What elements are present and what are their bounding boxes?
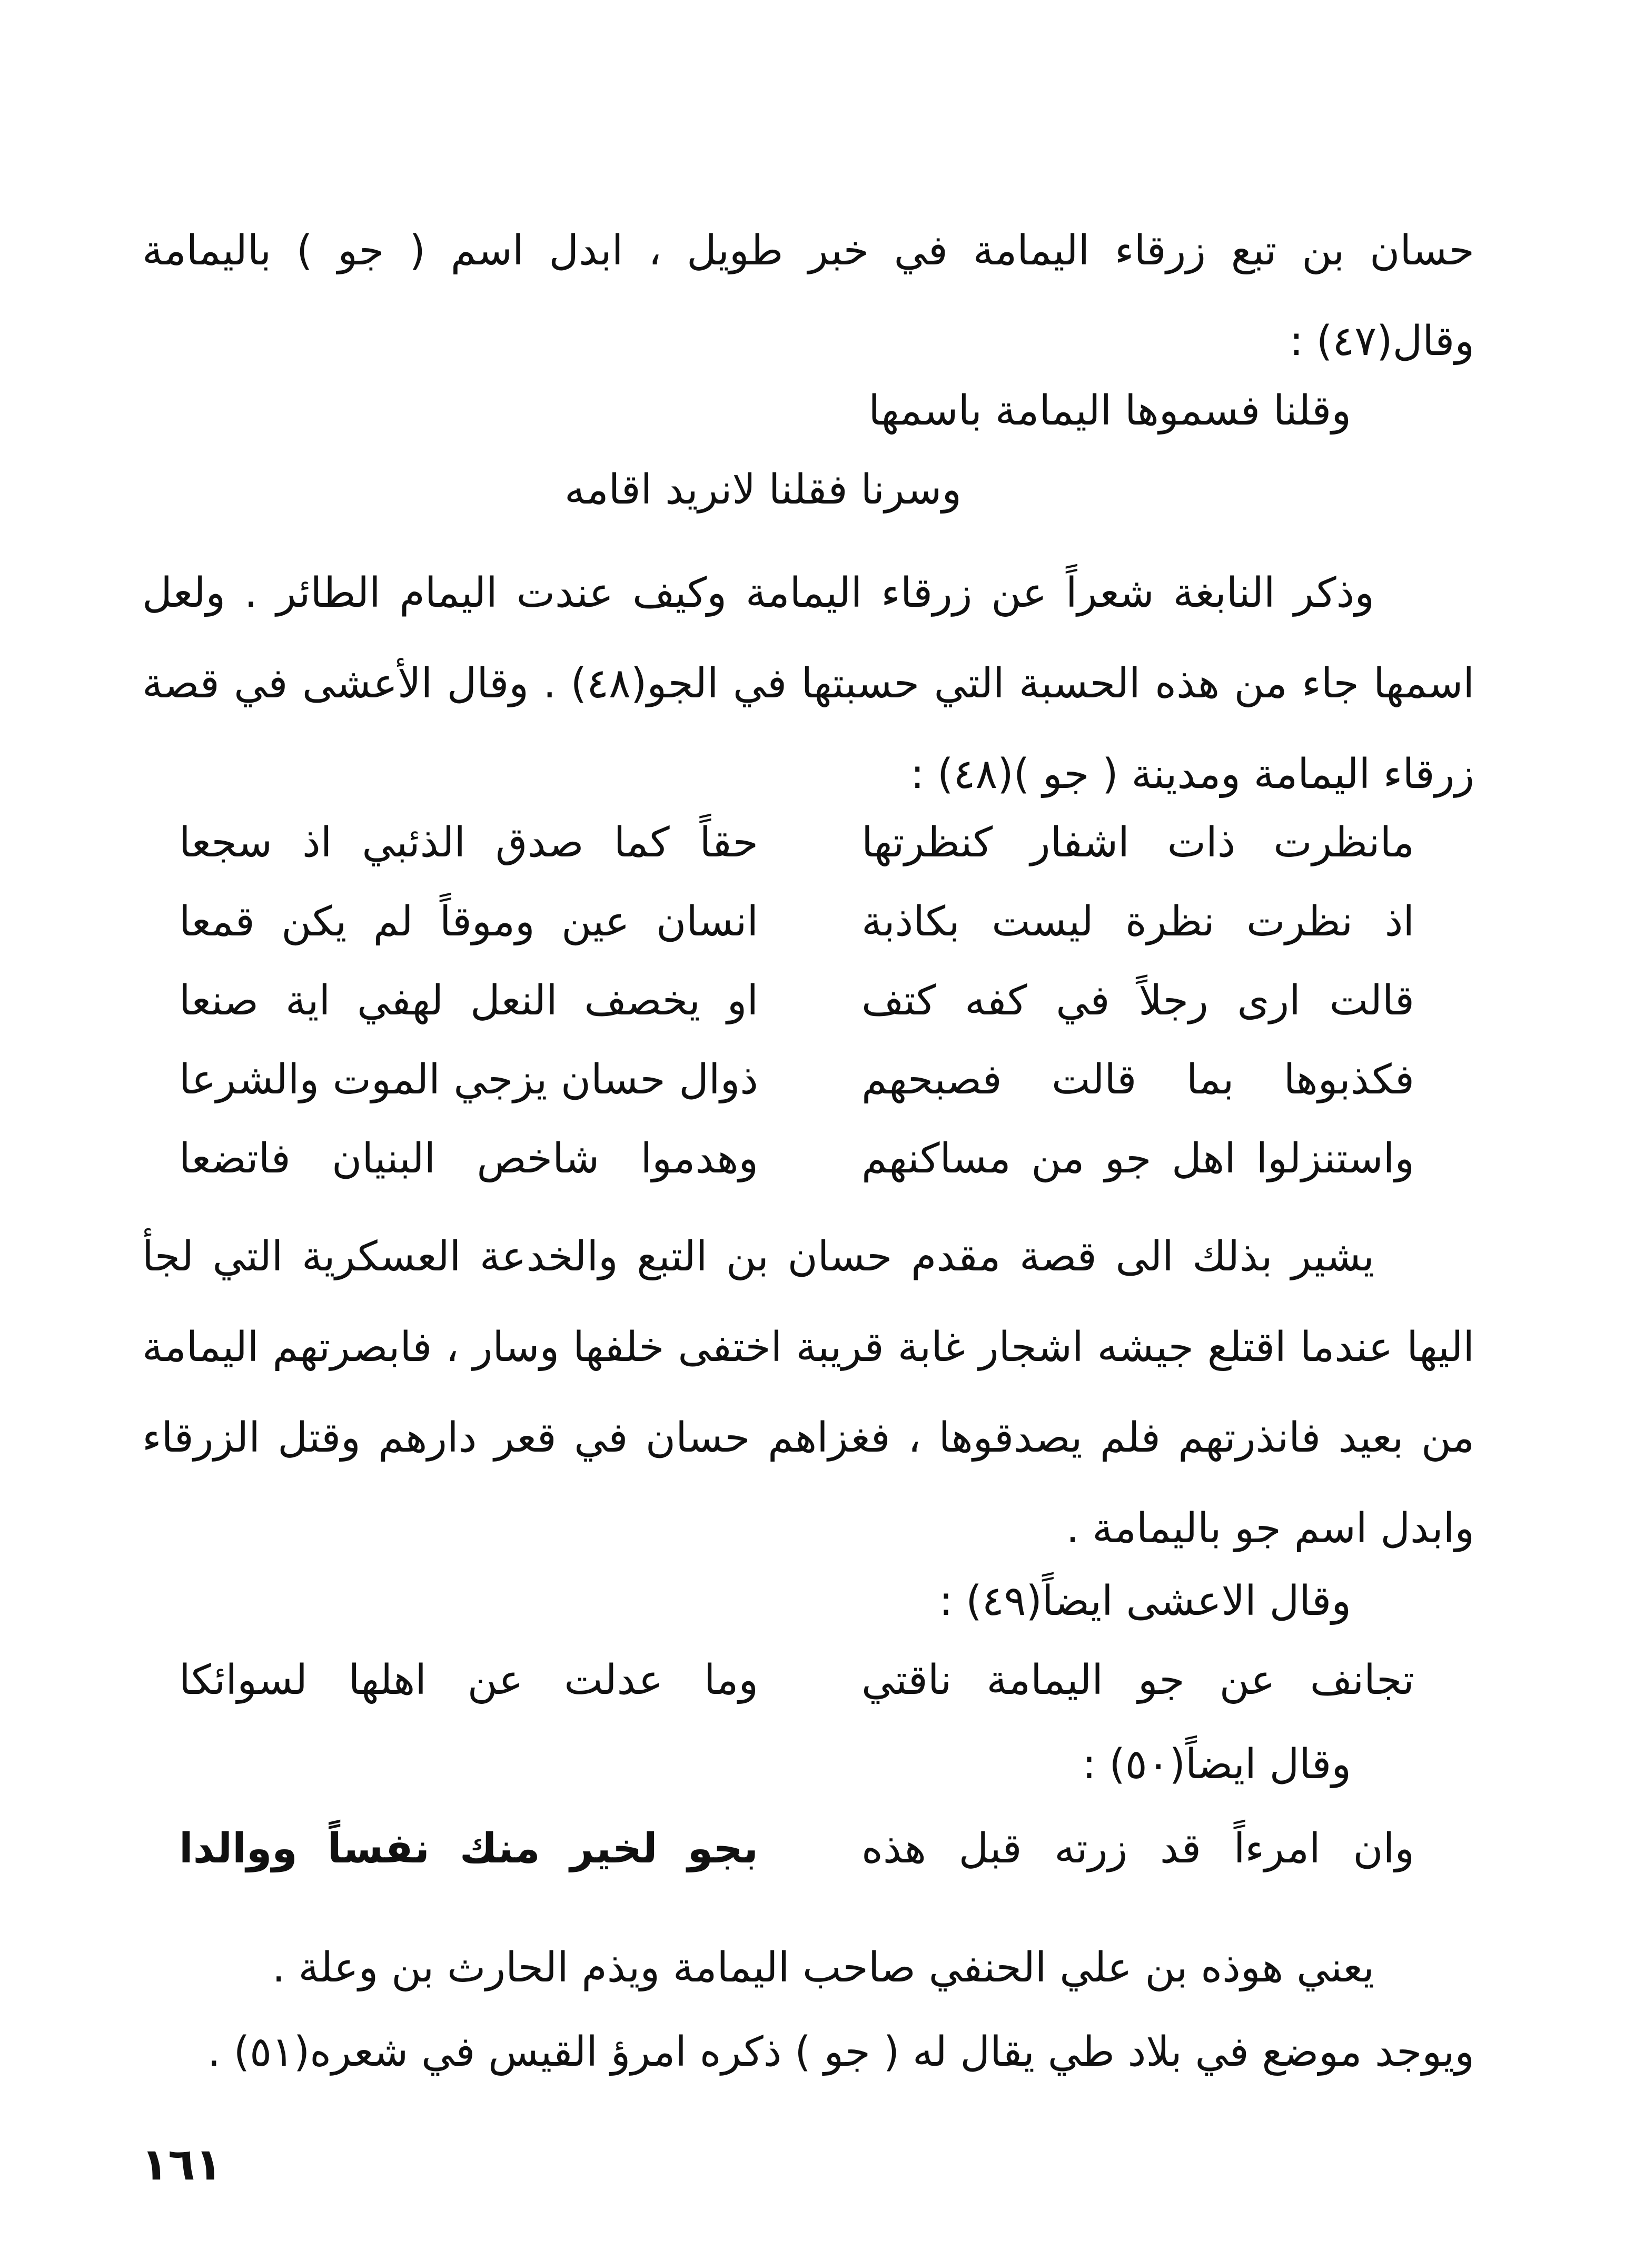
poem-verse (0, 1127, 1625, 1190)
poem-verse (0, 969, 1625, 1032)
verse-first-hemistich: قالت ارى رجلاً في كفه كتف (861, 977, 1414, 1024)
paragraph-nabigha: وذكر النابغة شعراً عن زرقاء اليمامة وكيف عندت اليمام الطائر . ولعل اسمها جاء من هذه الحسبة التي حسبتها في الجو(٤٨) . وقال الأعشى في قصة زرقاء اليمامة ومدينة ( جو )(٤٨) : (142, 569, 1475, 798)
verse-first-hemistich: فكذبوها بما قالت فصبحهم (861, 1056, 1414, 1103)
paragraph-hawdha: يعني هوذه بن علي الحنفي صاحب اليمامة ويذم الحارث بن وعلة . (272, 1944, 1374, 1991)
poem-verse (0, 890, 1625, 953)
paragraph-explanation: يشير بذلك الى قصة مقدم حسان بن التبع والخدعة العسكرية التي لجأ اليها عندما اقتلع جيشه اشجار غابة قريبة اختفى خلفها وسار ، فابصرتهم اليمامة من بعيد فانذرتهم فلم يصدقوها ، فغزاهم حسان في قعر دارهم وقتل الزرقاء وابدل اسم جو باليمامة . (142, 1233, 1474, 1552)
paragraph-intro: حسان بن تبع زرقاء اليمامة في خبر طويل ، ابدل اسم ( جو ) باليمامة وقال(٤٧) : (142, 227, 1474, 365)
poem-verse (0, 811, 1625, 874)
verse-line: وسرنا فقلنا لانريد اقامه (564, 466, 962, 514)
poem-verse (0, 1649, 1625, 1712)
verse-second-hemistich: وما عدلت عن اهلها لسوائكا (179, 1656, 758, 1704)
verse-first-hemistich: واستنزلوا اهل جو من مساكنهم (861, 1135, 1414, 1182)
verse-second-hemistich: حقاً كما صدق الذئبي اذ سجعا (179, 819, 758, 866)
poem-verse (0, 1048, 1625, 1111)
paragraph-imru-al-qais: ويوجد موضع في بلاد طي يقال له ( جو ) ذكره امرؤ القيس في شعره(٥١) . (207, 2028, 1474, 2076)
verse-first-hemistich: وان امرءاً قد زرته قبل هذه (861, 1825, 1414, 1872)
verse-first-hemistich: تجانف عن جو اليمامة ناقتي (861, 1656, 1414, 1704)
paragraph-intro-verse: وقال ايضاً(٥٠) : (1082, 1741, 1351, 1788)
verse-second-hemistich: بجو لخير منك نفساً ووالدا (179, 1825, 758, 1872)
page-number: ١٦١ (141, 2138, 222, 2190)
paragraph-intro-verse: وقال الاعشى ايضاً(٤٩) : (939, 1577, 1351, 1625)
poem-verse (0, 1817, 1625, 1880)
verse-first-hemistich: مانظرت ذات اشفار كنظرتها (861, 819, 1414, 866)
verse-second-hemistich: وهدموا شاخص البنيان فاتضعا (179, 1135, 758, 1182)
verse-first-hemistich: اذ نظرت نظرة ليست بكاذبة (861, 898, 1414, 945)
verse-second-hemistich: او يخصف النعل لهفي اية صنعا (179, 977, 758, 1024)
verse-second-hemistich: انسان عين وموقاً لم يكن قمعا (179, 898, 758, 945)
verse-line: وقلنا فسموها اليمامة باسمها (868, 387, 1351, 435)
verse-second-hemistich: ذوال حسان يزجي الموت والشرعا (179, 1056, 758, 1103)
